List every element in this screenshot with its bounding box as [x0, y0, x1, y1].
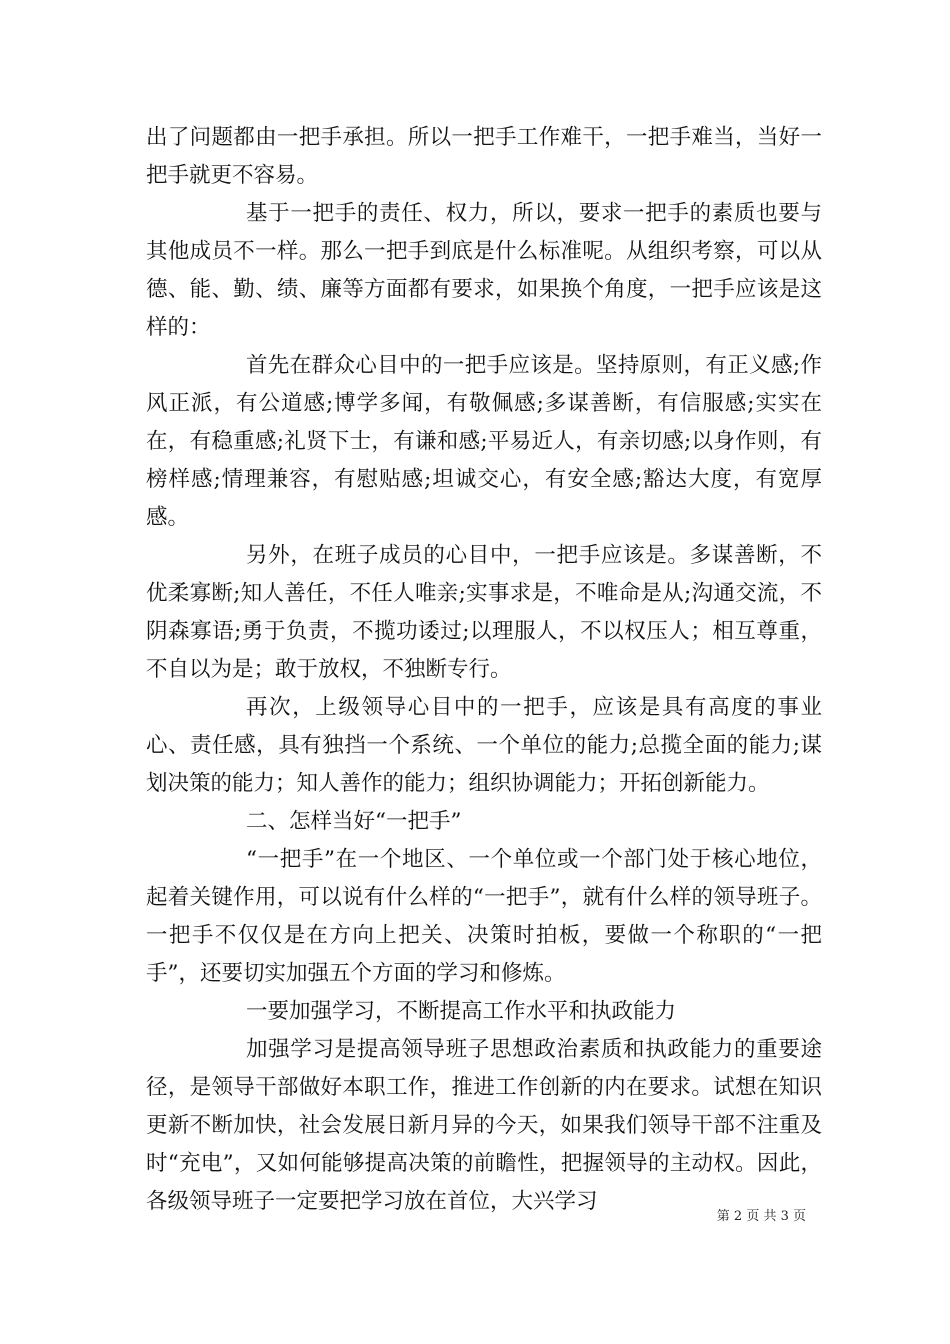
subsection-heading: 一要加强学习，不断提高工作水平和执政能力 — [246, 999, 677, 1024]
paragraph-masses-view: 首先在群众心目中的一把手应该是。坚持原则，有正义感;作风正派，有公道感;博学多闻，有敬佩感;多谋善断，有信服感;实实在在，有稳重感;礼贤下士，有谦和感;平易近人，有亲切感;以身作则，有榜样感;情理兼容，有慰贴感;坦诚交心，有安全感;豁达大度，有宽厚感。 — [146, 353, 822, 530]
document-body — [146, 119, 822, 1221]
paragraph-team-view: 另外，在班子成员的心目中，一把手应该是。多谋善断，不优柔寡断;知人善任，不任人唯亲;实事求是，不唯命是从;沟通交流，不阴森寡语;勇于负责，不揽功诿过;以理服人，不以权压人；相互尊重，不自以为是；敢于放权，不独断专行。 — [146, 543, 822, 682]
paragraph-core-role: “一把手”在一个地区、一个单位或一个部门处于核心地位，起着关键作用，可以说有什么样的“一把手”，就有什么样的领导班子。一把手不仅仅是在方向上把关、决策时拍板，要做一个称职的“一把手”，还要切实加强五个方面的学习和修炼。 — [146, 847, 822, 986]
paragraph-superior-view: 再次，上级领导心目中的一把手，应该是具有高度的事业心、责任感，具有独挡一个系统、一个单位的能力;总揽全面的能力;谋划决策的能力；知人善作的能力；组织协调能力；开拓创新能力。 — [146, 695, 822, 796]
section-heading: 二、怎样当好“一把手” — [246, 809, 462, 834]
page-number: 第 2 页 共 3 页 — [716, 1209, 806, 1224]
paragraph-learning: 加强学习是提高领导班子思想政治素质和执政能力的重要途径，是领导干部做好本职工作，推进工作创新的内在要求。试想在知识更新不断加快，社会发展日新月异的今天，如果我们领导干部不注重及时“充电”，又如何能够提高决策的前瞻性，把握领导的主动权。因此，各级领导班子一定要把学习放在首位，大兴学习 — [146, 1037, 822, 1214]
paragraph-continuation: 出了问题都由一把手承担。所以一把手工作难干，一把手难当，当好一把手就更不容易。 — [146, 125, 822, 188]
paragraph-responsibility: 基于一把手的责任、权力，所以，要求一把手的素质也要与其他成员不一样。那么一把手到底是什么标准呢。从组织考察，可以从德、能、勤、绩、廉等方面都有要求，如果换个角度，一把手应该是这样的： — [146, 201, 822, 340]
